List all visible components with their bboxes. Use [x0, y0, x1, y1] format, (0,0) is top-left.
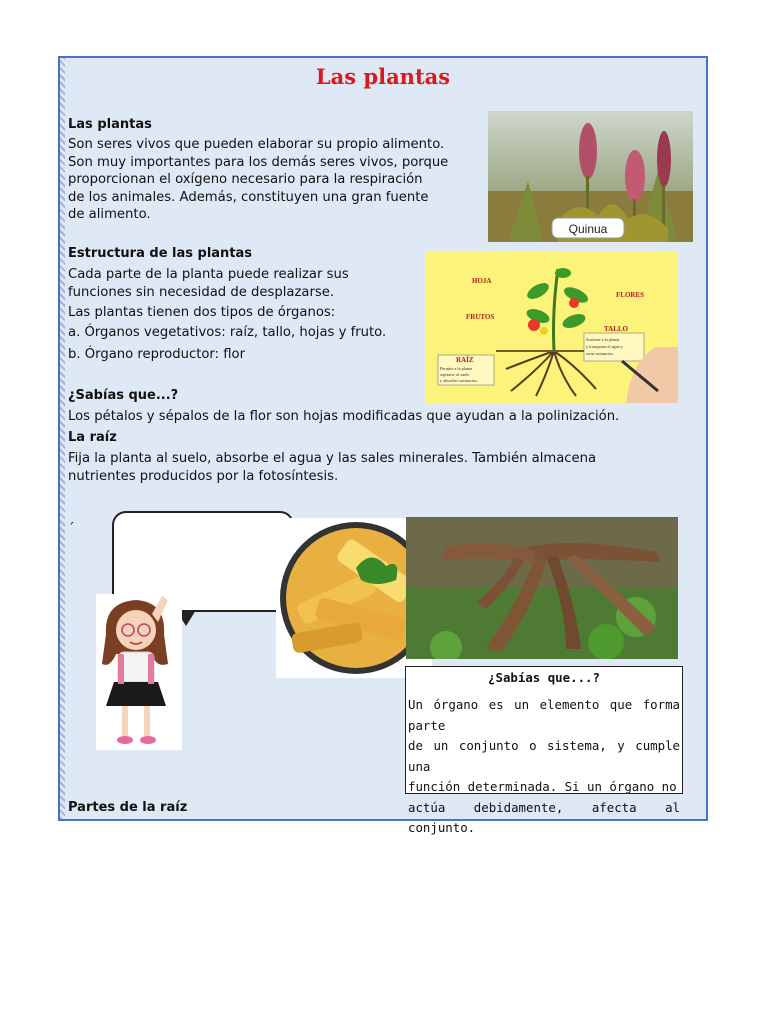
zigzag-border	[60, 58, 65, 819]
raiz-text: sujetarse al suelo	[440, 372, 470, 377]
plant-structure-diagram	[426, 251, 678, 403]
paragraph-line: Cada parte de la planta puede realizar sus	[68, 267, 349, 282]
section-heading-sabias: ¿Sabías que...?	[68, 388, 179, 403]
quinua-photo	[488, 111, 693, 242]
section-heading-plantas: Las plantas	[68, 117, 152, 132]
paragraph-line: a. Órganos vegetativos: raíz, tallo, hojas y fruto.	[68, 325, 387, 340]
girl-illustration	[96, 594, 182, 750]
paragraph-line: Fija la planta al suelo, absorbe el agua y las sales minerales. También almacena	[68, 451, 597, 466]
section-heading-partes-raiz: Partes de la raíz	[68, 800, 188, 815]
info-box-line: función determinada. Si un órgano no	[408, 779, 677, 794]
worksheet-page	[58, 56, 708, 835]
paragraph-line: Son seres vivos que pueden elaborar su propio alimento.	[68, 137, 445, 152]
tallo-text: Sostiene a la planta	[586, 337, 620, 342]
raiz-text: y absorber sustancias.	[440, 378, 478, 383]
diagram-label-tallo: TALLO	[604, 325, 628, 333]
paragraph-line: b. Órgano reproductor: flor	[68, 347, 246, 362]
paragraph-line: proporcionan el oxígeno necesario para la respiración	[68, 172, 423, 187]
stray-mark: ´	[68, 522, 75, 537]
paragraph-line: funciones sin necesidad de desplazarse.	[68, 284, 335, 300]
paragraph-line: Los pétalos y sépalos de la flor son hojas modificadas que ayudan a la polinización.	[68, 409, 620, 424]
paragraph-line: nutrientes producidos por la fotosíntesis.	[68, 468, 339, 484]
diagram-label-flores: FLORES	[616, 291, 645, 299]
info-box-heading: ¿Sabías que...?	[488, 670, 600, 685]
diagram-label-raiz: RAÍZ	[456, 356, 474, 364]
quinua-label: Quinua	[568, 222, 608, 236]
info-box-organo	[405, 666, 683, 835]
info-box-line: Un órgano es un elemento que forma parte	[408, 697, 680, 733]
diagram-label-frutos: FRUTOS	[466, 313, 495, 321]
paragraph-line: de alimento.	[68, 207, 151, 222]
tallo-text: otras sustancias.	[586, 351, 614, 356]
raiz-text: Permite a la planta	[440, 366, 473, 371]
paragraph-line: Son muy importantes para los demás seres vivos, porque	[68, 154, 449, 170]
tallo-text: y transporta el agua y	[586, 344, 623, 349]
page-title: Las plantas	[315, 64, 451, 89]
section-heading-estructura: Estructura de las plantas	[68, 246, 253, 261]
cassava-roots-photo	[406, 517, 678, 659]
paragraph-line: Las plantas tienen dos tipos de órganos:	[68, 305, 336, 320]
section-heading-raiz: La raíz	[68, 430, 117, 445]
diagram-label-hoja: HOJA	[472, 277, 492, 285]
paragraph-line: de los animales. Además, constituyen una gran fuente	[68, 189, 429, 205]
info-box-line: actúa debidamente, afecta al conjunto.	[408, 799, 680, 835]
info-box-line: de un conjunto o sistema, y cumple una	[408, 738, 680, 774]
